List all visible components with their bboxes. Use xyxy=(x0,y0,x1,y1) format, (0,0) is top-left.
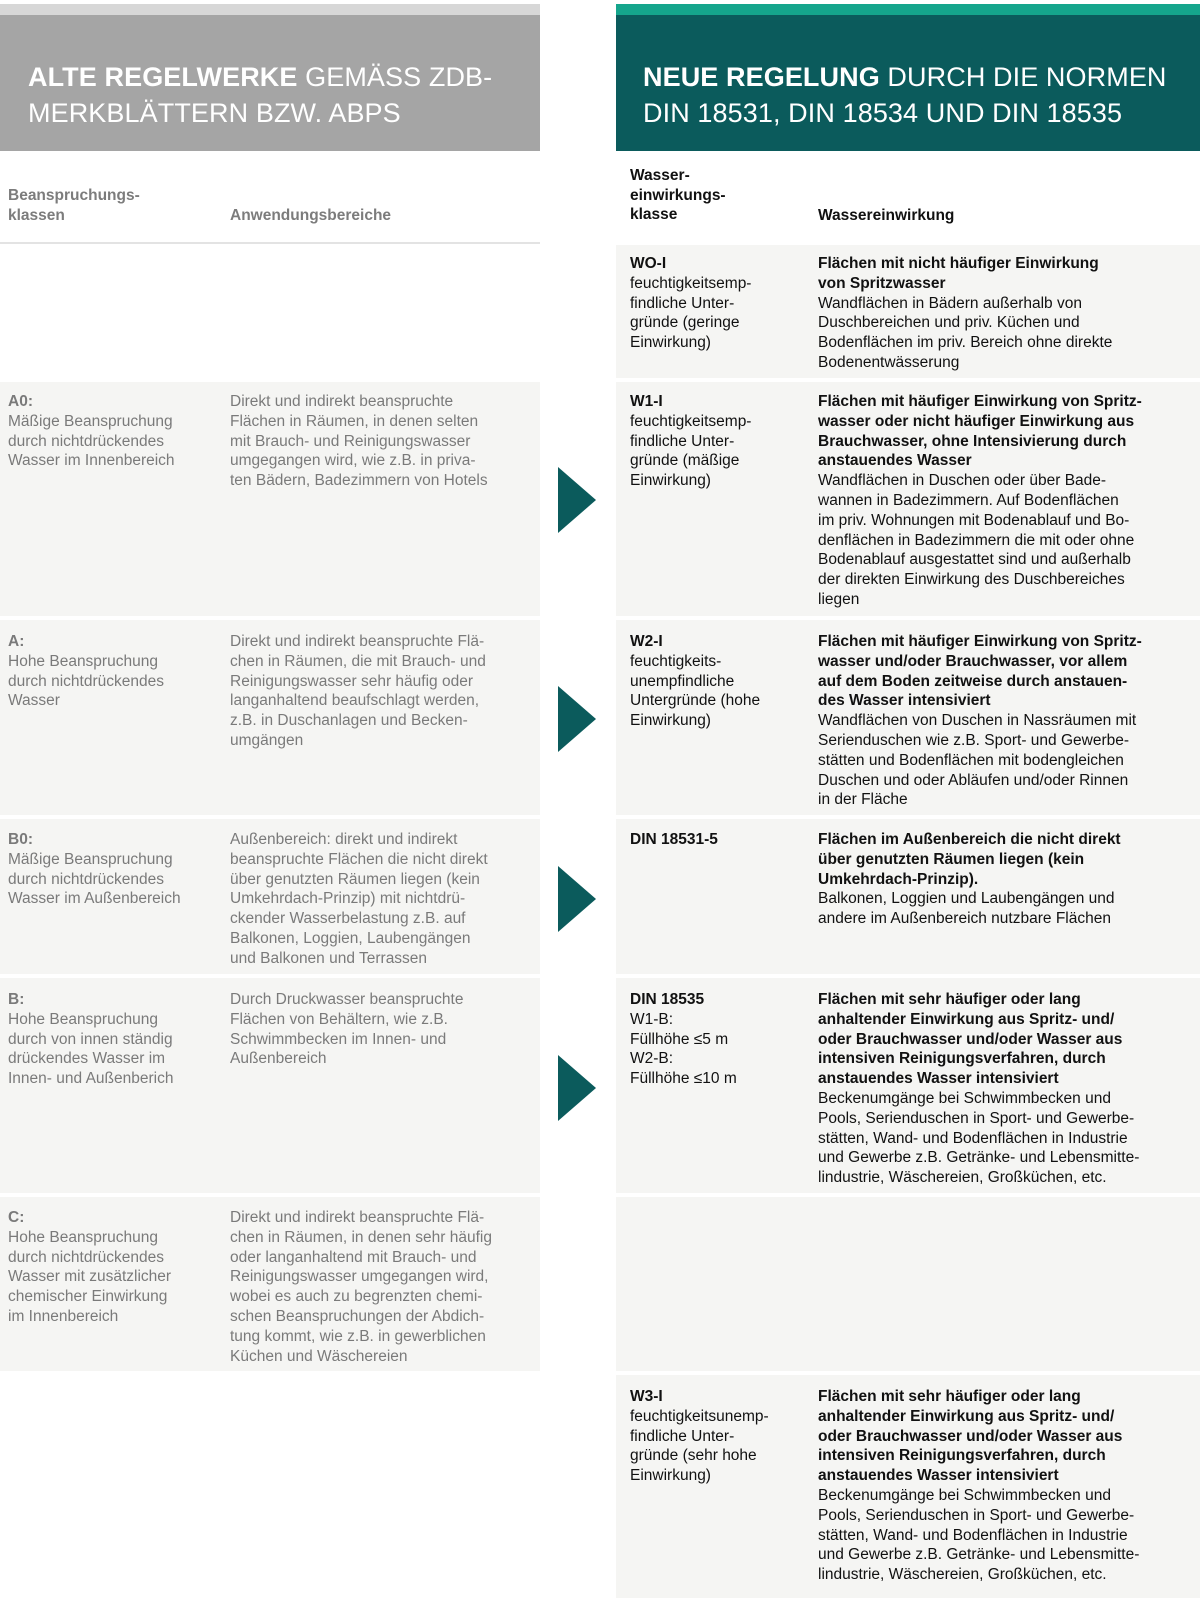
impact-details: Wandflächen in Bädern außerhalb von Duschbereichen und priv. Küchen und Bodenflächen im priv. Bereich ohne direkte Bodenentwässerung xyxy=(818,294,1113,371)
old-header-rest: GEMÄSS ZDB-MERKBLÄTTERN BZW. ABPS xyxy=(28,62,493,128)
new-class-code: W1-I xyxy=(630,393,663,410)
new-water-impact xyxy=(818,392,1193,610)
impact-details: Wandflächen von Duschen in Nassräumen mit Serienduschen wie z.B. Sport- und Gewerbe- stätten und Bodenflächen mit bodengleichen Duschen und oder Abläufen und/oder Rinnen in der Fläche xyxy=(818,712,1137,809)
column-head-class: Beanspruchungs- klassen xyxy=(8,187,140,224)
old-row-a0 xyxy=(8,392,218,471)
new-water-impact xyxy=(818,254,1193,373)
column-head-divider xyxy=(0,242,540,244)
new-class-description: feuchtigkeitsunemp- findliche Unter- gründe (sehr hohe Einwirkung) xyxy=(630,1407,769,1485)
new-class-code: DIN 18535 xyxy=(630,991,705,1008)
old-class-description: Mäßige Beanspruchung durch nichtdrückendes Wasser im Innenbereich xyxy=(8,412,175,470)
new-class-description: feuchtigkeitsemp- findliche Unter- gründe (geringe Einwirkung) xyxy=(630,274,752,352)
impact-summary: Flächen mit sehr häufiger oder lang anhaltender Einwirkung aus Spritz- und/ oder Brauchwasser und/oder Wasser aus intensiven Reinigungsverfahren, durch anstauendes Wasser intensiviert xyxy=(818,1388,1123,1485)
old-class-code: A0: xyxy=(8,393,33,410)
new-water-impact xyxy=(818,990,1193,1188)
new-water-impact xyxy=(818,1387,1193,1585)
impact-summary: Flächen mit sehr häufiger oder lang anhaltender Einwirkung aus Spritz- und/ oder Brauchwasser und/oder Wasser aus intensiven Reinigungsverfahren, durch anstauendes Wasser intensiviert xyxy=(818,991,1123,1088)
new-class-code: W3-I xyxy=(630,1388,663,1405)
new-header-rest: DURCH DIE NORMEN DIN 18531, DIN 18534 UND DIN 18535 xyxy=(643,62,1167,128)
old-row-c xyxy=(8,1208,218,1327)
new-row-w0-i xyxy=(630,254,805,353)
new-water-impact xyxy=(818,830,1193,929)
new-class-code: W2-I xyxy=(630,633,663,650)
new-water-impact xyxy=(818,632,1193,810)
column-head-water-impact: Wassereinwirkung xyxy=(818,207,955,224)
old-application-area: Durch Druckwasser beanspruchte Flächen von Behältern, wie z.B. Schwimmbecken im Innen- und Außenbereich xyxy=(230,991,464,1068)
column-head-area: Anwendungsbereiche xyxy=(230,207,392,224)
old-class-code: B0: xyxy=(8,831,33,848)
impact-details: Balkonen, Loggien und Laubengängen und andere im Außenbereich nutzbare Flächen xyxy=(818,890,1115,928)
new-class-code: WO-I xyxy=(630,255,667,272)
old-row-b xyxy=(8,990,218,1089)
old-application-area: Außenbereich: direkt und indirekt beanspruchte Flächen die nicht direkt über genutzten Räumen liegen (kein Umkehrdach-Prinzip) mit nichtdrü- ckender Wasserbelastung z.B. auf Balkonen, Loggien, Laubengängen und Balkonen und Terrassen xyxy=(230,831,488,967)
new-class-description: feuchtigkeits- unempfindliche Untergründe (hohe Einwirkung) xyxy=(630,652,761,730)
old-class-description: Hohe Beanspruchung durch nichtdrückendes Wasser mit zusätzlicher chemischer Einwirkung im Innenbereich xyxy=(8,1228,172,1325)
arrow-right-icon xyxy=(558,467,596,533)
impact-details: Beckenumgänge bei Schwimmbecken und Pools, Serienduschen in Sport- und Gewerbe- stätten, Wand- und Bodenflächen in Industrie und Gewerbe z.B. Getränke- und Lebensmitte- lindustrie, Wäschereien, Großküchen, etc. xyxy=(818,1486,1140,1584)
new-class-description: W1-B: Füllhöhe ≤5 m W2-B: Füllhöhe ≤10 m xyxy=(630,1010,737,1088)
old-header-bold: ALTE REGELWERKE xyxy=(28,62,298,92)
impact-summary: Flächen mit häufiger Einwirkung von Spritz- wasser oder nicht häufiger Einwirkung aus Brauchwasser, ohne Intensivierung durch anstauendes Wasser xyxy=(818,393,1142,470)
impact-details: Beckenumgänge bei Schwimmbecken und Pools, Serienduschen in Sport- und Gewerbe- stätten, Wand- und Bodenflächen in Industrie und Gewerbe z.B. Getränke- und Lebensmitte- lindustrie, Wäschereien, Großküchen, etc. xyxy=(818,1089,1140,1187)
new-row-w2-i xyxy=(630,632,805,731)
old-class-code: B: xyxy=(8,991,25,1008)
old-class-description: Hohe Beanspruchung durch nichtdrückendes Wasser xyxy=(8,652,164,710)
impact-summary: Flächen mit nicht häufiger Einwirkung von Spritzwasser xyxy=(818,255,1099,292)
old-regulations-header xyxy=(0,4,540,151)
old-class-description: Hohe Beanspruchung durch von innen ständig drückendes Wasser im Innen- und Außenberich xyxy=(8,1010,174,1088)
new-header-bold: NEUE REGELUNG xyxy=(643,62,880,92)
old-class-description: Mäßige Beanspruchung durch nichtdrückendes Wasser im Außenbereich xyxy=(8,850,181,908)
new-regulations-header xyxy=(616,4,1200,151)
new-class-code: DIN 18531-5 xyxy=(630,831,718,848)
arrow-right-icon xyxy=(558,866,596,932)
old-application-area: Direkt und indirekt beanspruchte Flächen in Räumen, in denen selten mit Brauch- und Reinigungswasser umgegangen wird, wie z.B. in priva- ten Bädern, Badezimmern von Hotels xyxy=(230,393,488,490)
new-row-din-18535 xyxy=(630,990,805,1089)
new-class-description: feuchtigkeitsemp- findliche Unter- gründe (mäßige Einwirkung) xyxy=(630,412,752,490)
old-row-b0 xyxy=(8,830,218,909)
new-row-w1-i xyxy=(630,392,805,491)
old-application-area: Direkt und indirekt beanspruchte Flä- chen in Räumen, in denen sehr häufig oder langanhaltend mit Brauch- und Reinigungswasser umgegangen wird, wobei es auch zu begrenzten chemi- schen Beanspruchungen der Abdich- tung kommt, wie z.B. in gewerblichen Küchen und Wäschereien xyxy=(230,1209,492,1365)
impact-summary: Flächen mit häufiger Einwirkung von Spritz- wasser und/oder Brauchwasser, vor allem auf dem Boden zeitweise durch anstauen- des Wasser intensiviert xyxy=(818,633,1142,710)
old-row-a xyxy=(8,632,218,711)
old-application-area: Direkt und indirekt beanspruchte Flä- chen in Räumen, die mit Brauch- und Reinigungswasser sehr häufig oder langanhaltend beaufschlagt werden, z.B. in Duschanlagen und Becken- umgängen xyxy=(230,633,486,749)
arrow-right-icon xyxy=(558,1055,596,1121)
old-class-code: C: xyxy=(8,1209,25,1226)
new-row-din-18531-5 xyxy=(630,830,805,850)
new-row-band xyxy=(616,1197,1200,1371)
impact-summary: Flächen im Außenbereich die nicht direkt über genutzten Räumen liegen (kein Umkehrdach-Prinzip). xyxy=(818,831,1121,888)
old-class-code: A: xyxy=(8,633,25,650)
arrow-right-icon xyxy=(558,686,596,752)
column-head-water-class: Wasser- einwirkungs- klasse xyxy=(630,167,726,223)
new-row-w3-i xyxy=(630,1387,805,1486)
impact-details: Wandflächen in Duschen oder über Bade- wannen in Badezimmern. Auf Bodenflächen im priv. Wohnungen mit Bodenablauf und Bo- denflächen in Badezimmern die mit oder ohne Bodenablauf ausgestattet sind und außerhalb der direkten Einwirkung des Duschbereiches liegen xyxy=(818,472,1135,608)
